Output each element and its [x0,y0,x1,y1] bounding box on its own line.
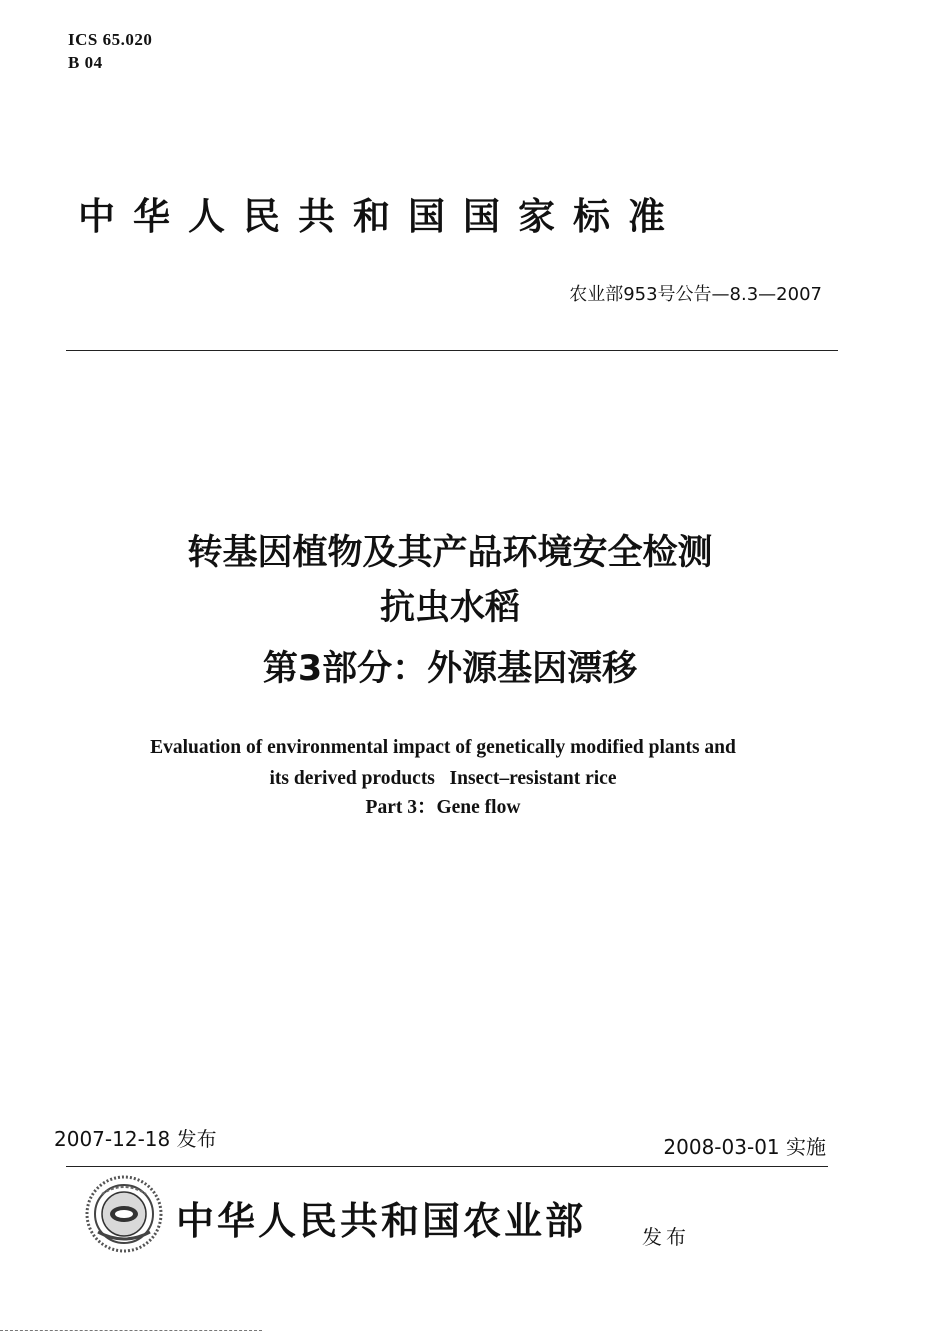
zh-title-line-3: 第3部分：外源基因漂移 [262,649,638,689]
en-title-line-1: Evaluation of environmental impact of genetically modified plants and [150,737,736,758]
footer-dashed-line [0,1330,262,1331]
ccs-code: B 04 [68,53,103,72]
en-title-line-2: its derived products Insect–resistant rice [269,768,617,789]
issue-date: 2007-12-18 发布 [54,1127,217,1151]
zh-title-line-1: 转基因植物及其产品环境安全检测 [187,533,713,573]
bottom-divider [66,1166,828,1167]
implementation-date: 2008-03-01 实施 [663,1135,826,1159]
zh-title-line-2: 抗虫水稻 [379,588,520,628]
standard-number: 农业部953号公告—8.3—2007 [569,284,822,305]
issuing-ministry: 中华人民共和国农业部 [176,1198,587,1243]
en-title-line-3: Part 3：Gene flow [365,797,521,818]
ministry-emblem-icon [84,1174,164,1254]
national-standard-title: 中华人民共和国国家标准 [78,195,683,238]
publish-label: 发布 [642,1225,690,1249]
ics-code: ICS 65.020 [68,30,153,49]
top-divider [66,350,838,351]
